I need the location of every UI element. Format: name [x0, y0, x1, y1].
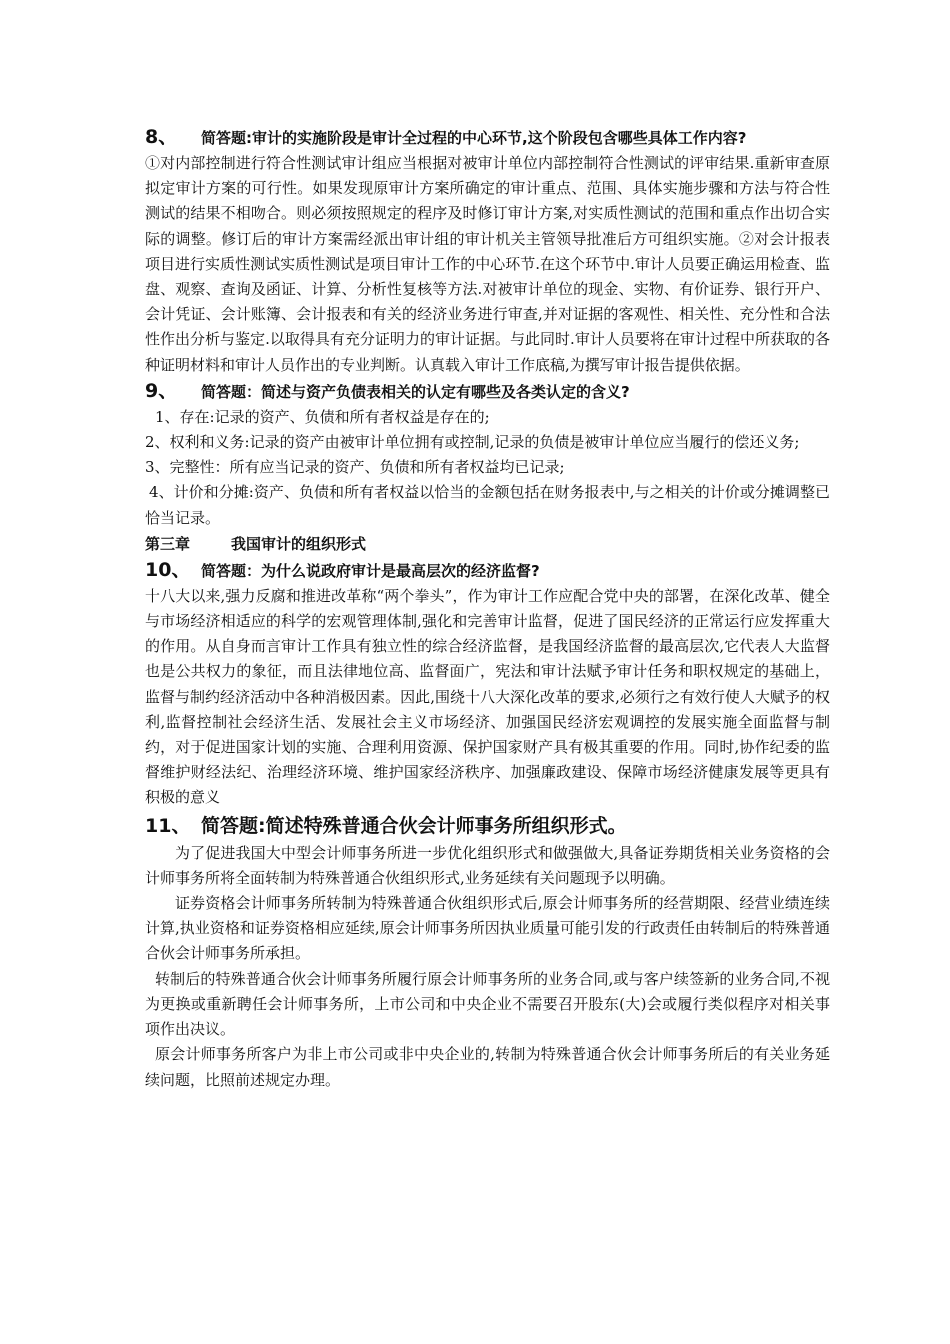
paragraph: 证券资格会计师事务所转制为特殊普通合伙组织形式后,原会计师事务所的经营期限、经营业绩连续计算,执业资格和证券资格相应延续,原会计师事务所因执业质量可能引发的行政责任由转制后的特殊普通合伙会计师事务所承担。	[145, 894, 830, 963]
question-10-answer: 十八大以来,强力反腐和推进改革称“两个拳头”，作为审计工作应配合党中央的部署，在深化改革、健全与市场经济相适应的科学的宏观管理体制,强化和完善审计监督，促进了国民经济的正常运行应发挥重大的作用。从自身而言审计工作具有独立性的综合经济监督，是我国经济监督的最高层次,它代表人大监督也是公共权力的象征，而且法律地位高、监督面广，宪法和审计法赋予审计任务和职权规定的基础上，监督与制约经济活动中各种消极因素。因此,围绕十八大深化改革的要求,必须行之有效行使人大赋予的权利,监督控制社会经济生活、发展社会主义市场经济、加强国民经济宏观调控的发展实施全面监督与制约，对于促进国家计划的实施、合理利用资源、保护国家财产具有极其重要的作用。同时,协作纪委的监督维护财经法纪、治理经济环境、维护国家经济秩序、加强廉政建设、保障市场经济健康发展等更具有积极的意义	[145, 586, 830, 807]
question-title: 简答题:审计的实施阶段是审计全过程的中心环节,这个阶段包含哪些具体工作内容?	[201, 129, 747, 147]
question-title: 简答题：简述与资产负债表相关的认定有哪些及各类认定的含义?	[201, 382, 630, 401]
question-11-heading	[145, 811, 830, 841]
list-item: 4、计价和分摊:资产、负债和所有者权益以恰当的金额包括在财务报表中,与之相关的计价或分摊调整已恰当记录。	[145, 483, 830, 527]
paragraph: 转制后的特殊普通合伙会计师事务所履行原会计师事务所的业务合同,或与客户续签新的业务合同,不视为更换或重新聘任会计师事务所，上市公司和中央企业不需要召开股东(大)会或履行类似程序对相关事项作出决议。	[145, 969, 830, 1039]
question-number: 9、	[145, 379, 178, 402]
question-8-heading	[145, 124, 830, 151]
question-10-heading	[145, 557, 830, 584]
paragraph: 为了促进我国大中型会计师事务所进一步优化组织形式和做强做大,具备证券期货相关业务资格的会计师事务所将全面转制为特殊普通合伙组织形式,业务延续有关问题现予以明确。	[145, 843, 830, 887]
question-title: 简答题:简述特殊普通合伙会计师事务所组织形式。	[201, 814, 627, 837]
question-9-heading	[145, 378, 830, 405]
list-item: 2、权利和义务:记录的资产由被审计单位拥有或控制,记录的负债是被审计单位应当履行的偿还义务;	[145, 433, 800, 452]
chapter-title: 我国审计的组织形式	[231, 534, 367, 553]
question-8-answer: ①对内部控制进行符合性测试审计组应当根据对被审计单位内部控制符合性测试的评审结果.重新审查原拟定审计方案的可行性。如果发现原审计方案所确定的审计重点、范围、具体实施步骤和方法与符合性测试的结果不相吻合。则必须按照规定的程序及时修订审计方案,对实质性测试的范围和重点作出切合实际的调整。修订后的审计方案需经派出审计组的审计机关主管领导批准后方可组织实施。②对会计报表项目进行实质性测试实质性测试是项目审计工作的中心环节.在这个环节中.审计人员要正确运用检查、监盘、观察、查询及函证、计算、分析性复核等方法.对被审计单位的现金、实物、有价证券、银行开户、会计凭证、会计账簿、会计报表和有关的经济业务进行审查,并对证据的客观性、相关性、充分性和合法性作出分析与鉴定.以取得具有充分证明力的审计证据。与此同时.审计人员要将在审计过程中所获取的各种证明材料和审计人员作出的专业判断。认真载入审计工作底稿,为撰写审计报告提供依据。	[145, 154, 830, 374]
question-number: 8、	[145, 126, 178, 148]
list-item: 1、存在:记录的资产、负债和所有者权益是存在的;	[155, 407, 490, 426]
list-item: 3、完整性：所有应当记录的资产、负债和所有者权益均已记录;	[145, 458, 565, 477]
paragraph: 原会计师事务所客户为非上市公司或非中央企业的,转制为特殊普通合伙会计师事务所后的有关业务延续问题，比照前述规定办理。	[145, 1045, 830, 1089]
question-number: 10、	[145, 558, 191, 581]
chapter-heading	[145, 531, 830, 557]
chapter-label: 第三章	[145, 534, 191, 553]
question-title: 简答题：为什么说政府审计是最高层次的经济监督?	[201, 561, 540, 580]
question-number: 11、	[145, 814, 191, 837]
